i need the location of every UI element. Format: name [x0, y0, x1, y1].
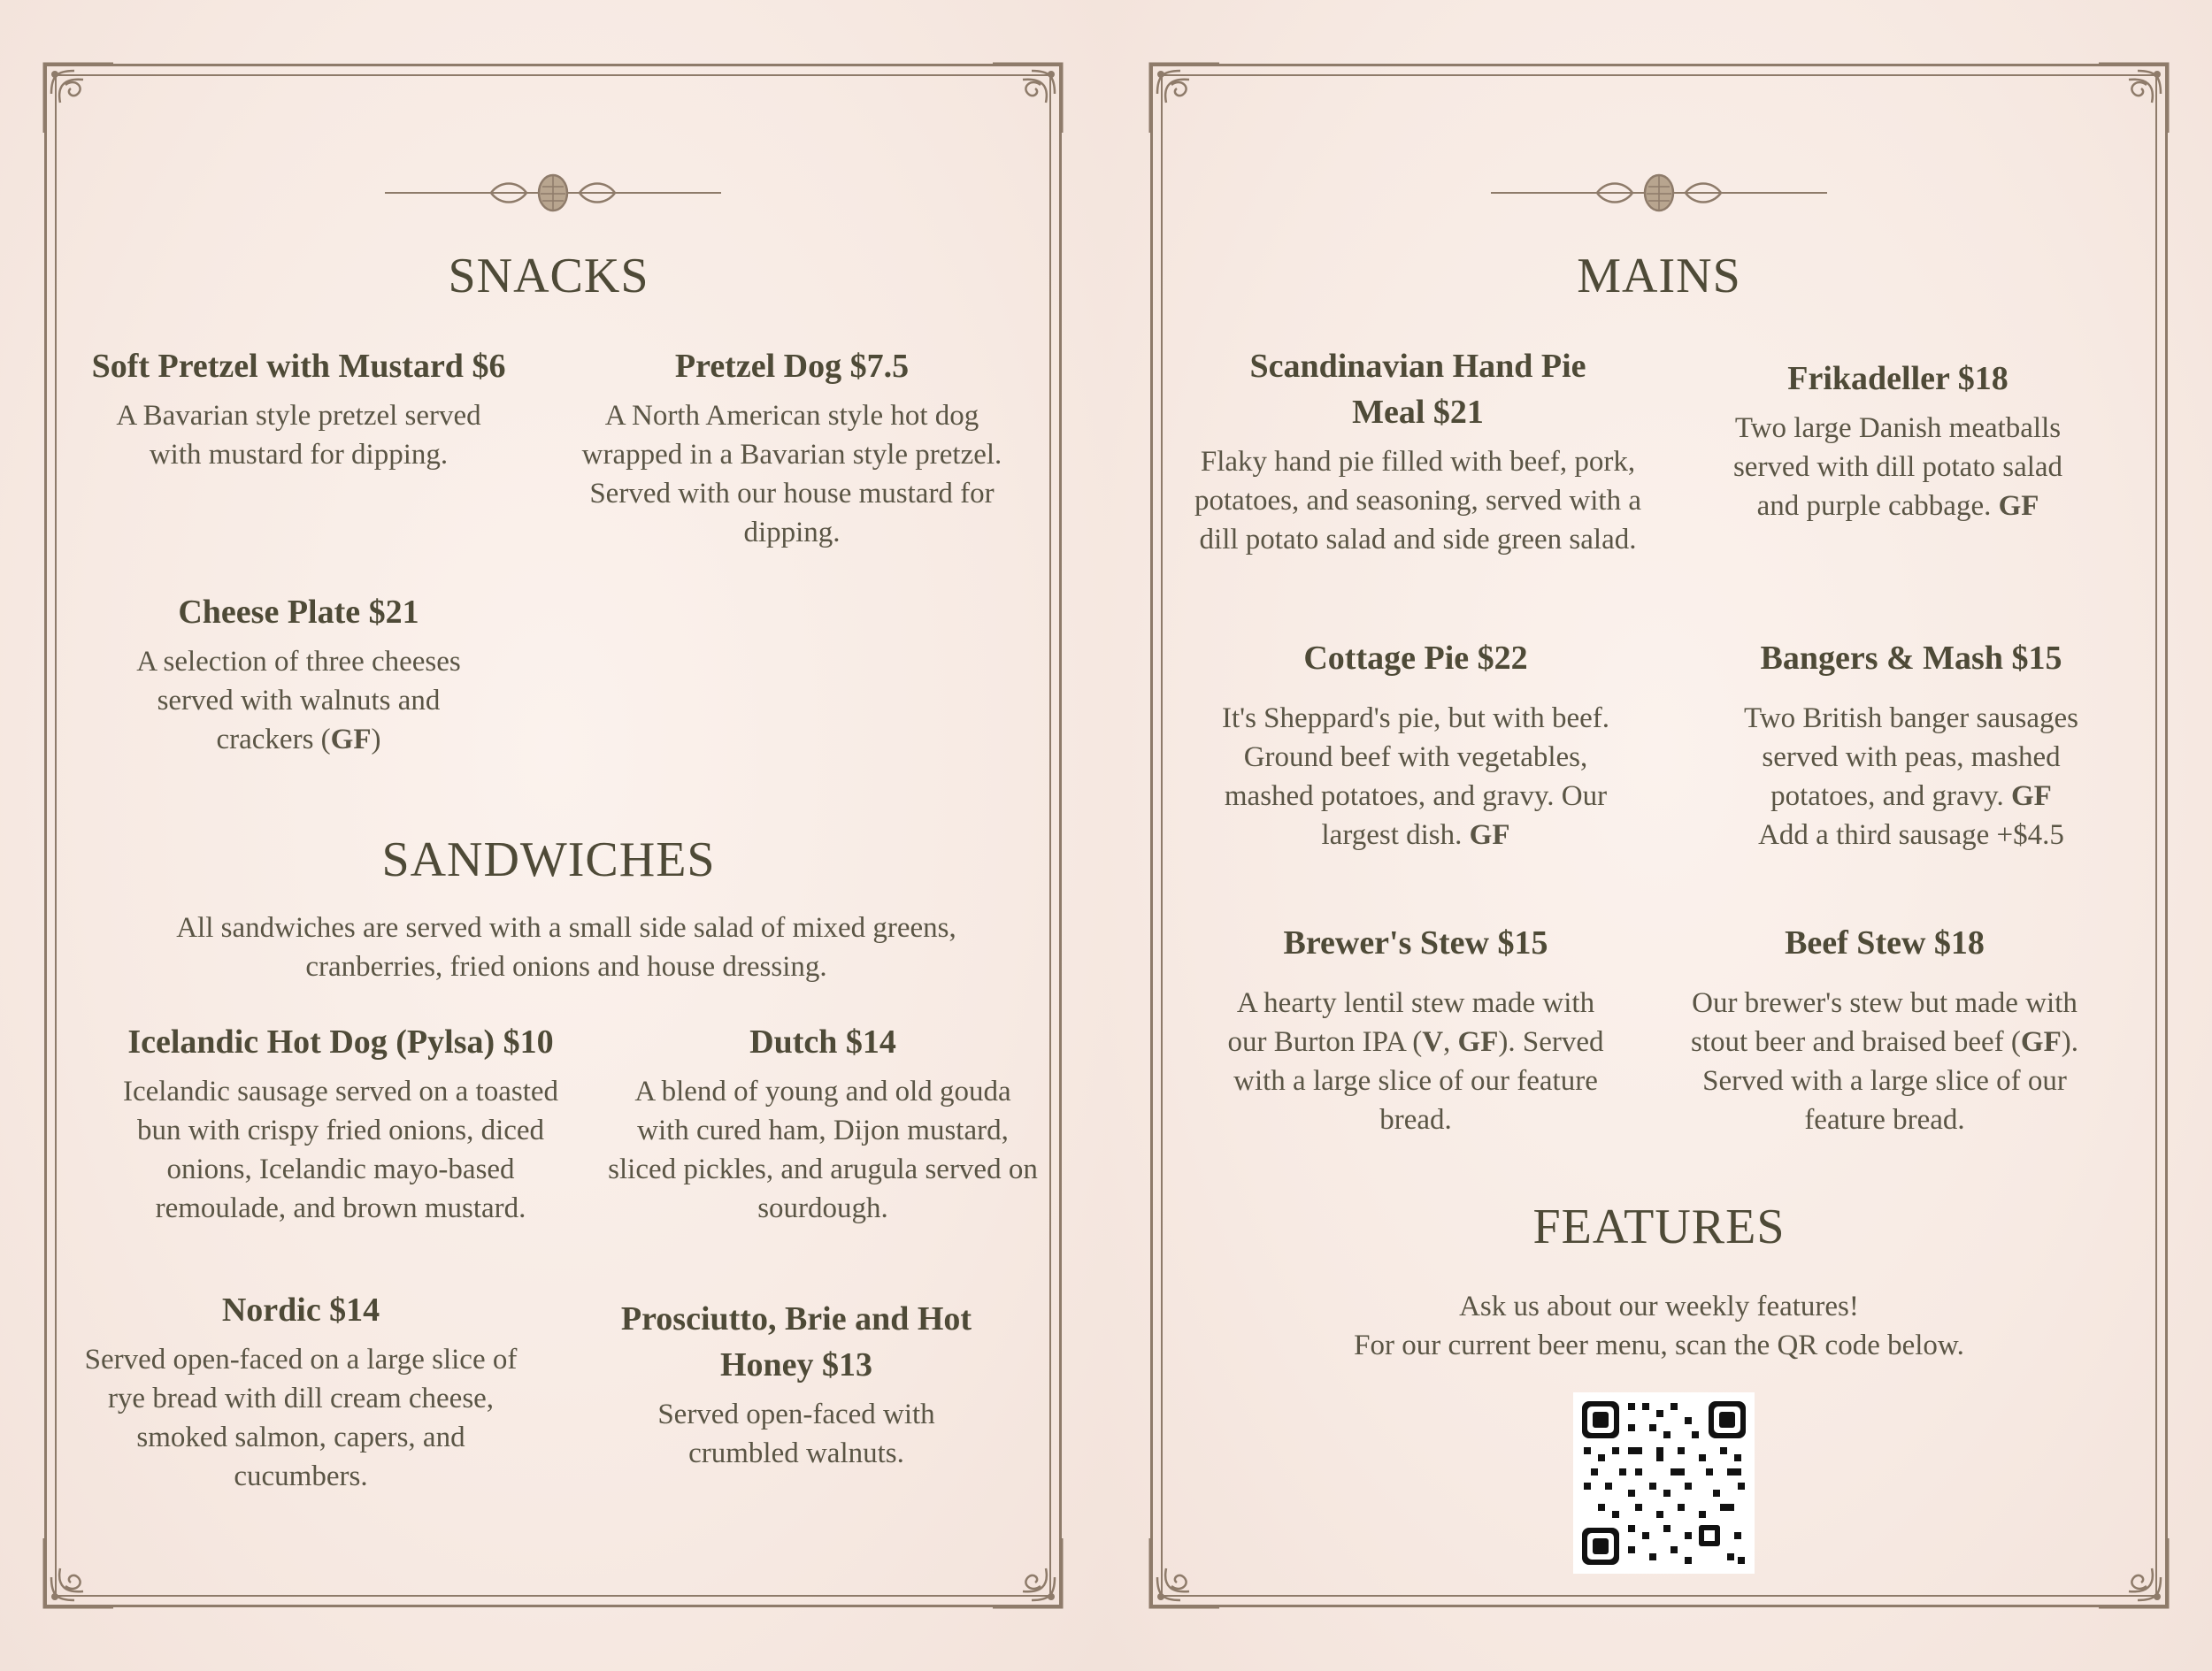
corner-ornament-icon	[1145, 58, 1225, 138]
item-description: Our brewer's stew but made with stout beer and braised beef (GF). Served with a large slice of our feature bread.	[1690, 987, 2078, 1136]
item-title: Beef Stew $18	[1785, 924, 1985, 962]
item-description: Served open-faced with crumbled walnuts.	[657, 1399, 935, 1469]
features-line: Ask us about our weekly features!	[1459, 1291, 1859, 1322]
item-title: Prosciutto, Brie and Hot Honey $13	[620, 1300, 972, 1384]
item-title: Soft Pretzel with Mustard $6	[91, 348, 506, 385]
menu-item	[1694, 356, 2101, 525]
corner-ornament-icon	[987, 58, 1067, 138]
features-heading: FEATURES	[1532, 1200, 1786, 1254]
item-title: Icelandic Hot Dog (Pylsa) $10	[127, 1023, 554, 1061]
corner-ornament-icon	[1145, 1533, 1225, 1613]
item-title: Scandinavian Hand Pie Meal $21	[1249, 348, 1586, 431]
menu-item	[84, 1287, 518, 1496]
item-title: Dutch $14	[749, 1023, 896, 1061]
corner-ornament-icon	[2093, 58, 2173, 138]
corner-ornament-icon	[2093, 1533, 2173, 1613]
features-text	[1239, 1287, 2079, 1365]
item-description: Icelandic sausage served on a toasted bun with crispy fried onions, diced onions, Icelandic mayo-based remoulade, and brown mustard.	[122, 1076, 559, 1224]
menu-item	[62, 343, 535, 474]
item-title: Brewer's Stew $15	[1283, 924, 1548, 962]
corner-ornament-icon	[39, 1533, 119, 1613]
item-description: A selection of three cheeses served with walnuts and crackers (GF)	[136, 646, 461, 755]
hop-flourish-icon	[1491, 171, 1827, 215]
snacks-heading: SNACKS	[448, 249, 649, 303]
menu-item	[111, 589, 487, 759]
menu-item	[566, 343, 1018, 552]
item-description: A Bavarian style pretzel served with mustard for dipping.	[116, 400, 481, 471]
features-line: For our current beer menu, scan the QR code below.	[1354, 1330, 1964, 1361]
menu-item	[1199, 920, 1632, 1139]
menu-item	[80, 1019, 602, 1228]
item-title: Frikadeller $18	[1787, 360, 2008, 397]
menu-item	[1663, 920, 2106, 1139]
item-description: Two British banger sausages served with peas, mashed potatoes, and gravy. GF Add a third sausage +$4.5	[1743, 702, 2079, 851]
menu-item	[1177, 343, 1659, 559]
item-title: Bangers & Mash $15	[1760, 640, 2062, 677]
menu-item	[1717, 635, 2106, 855]
item-title: Cottage Pie $22	[1303, 640, 1528, 677]
item-title: Nordic $14	[221, 1292, 380, 1329]
corner-ornament-icon	[39, 58, 119, 138]
item-title: Pretzel Dog $7.5	[674, 348, 910, 385]
item-description: It's Sheppard's pie, but with beef. Ground beef with vegetables, mashed potatoes, and gravy. Our largest dish. GF	[1221, 702, 1610, 851]
menu-item	[606, 1019, 1040, 1228]
menu-item	[619, 1296, 973, 1473]
hop-flourish-icon	[385, 171, 721, 215]
menu-item	[1199, 635, 1632, 855]
corner-ornament-icon	[987, 1533, 1067, 1613]
qr-code-icon[interactable]	[1573, 1392, 1755, 1574]
mains-heading: MAINS	[1577, 249, 1741, 303]
item-description: A North American style hot dog wrapped in a Bavarian style pretzel. Served with our house mustard for dipping.	[581, 400, 1002, 548]
sandwiches-intro: All sandwiches are served with a small side salad of mixed greens, cranberries, fried onions and house dressing.	[176, 912, 956, 983]
item-title: Cheese Plate $21	[178, 594, 419, 631]
item-description: Served open-faced on a large slice of rye bread with dill cream cheese, smoked salmon, capers, and cucumbers.	[84, 1344, 518, 1492]
item-description: Flaky hand pie filled with beef, pork, potatoes, and seasoning, served with a dill potato salad and side green salad.	[1194, 446, 1641, 556]
item-description: Two large Danish meatballs served with dill potato salad and purple cabbage. GF	[1732, 412, 2063, 522]
item-description: A blend of young and old gouda with cured ham, Dijon mustard, sliced pickles, and arugula served on sourdough.	[608, 1076, 1038, 1224]
item-description: A hearty lentil stew made with our Burton IPA (V, GF). Served with a large slice of our feature bread.	[1227, 987, 1604, 1136]
sandwiches-heading: SANDWICHES	[381, 832, 716, 887]
